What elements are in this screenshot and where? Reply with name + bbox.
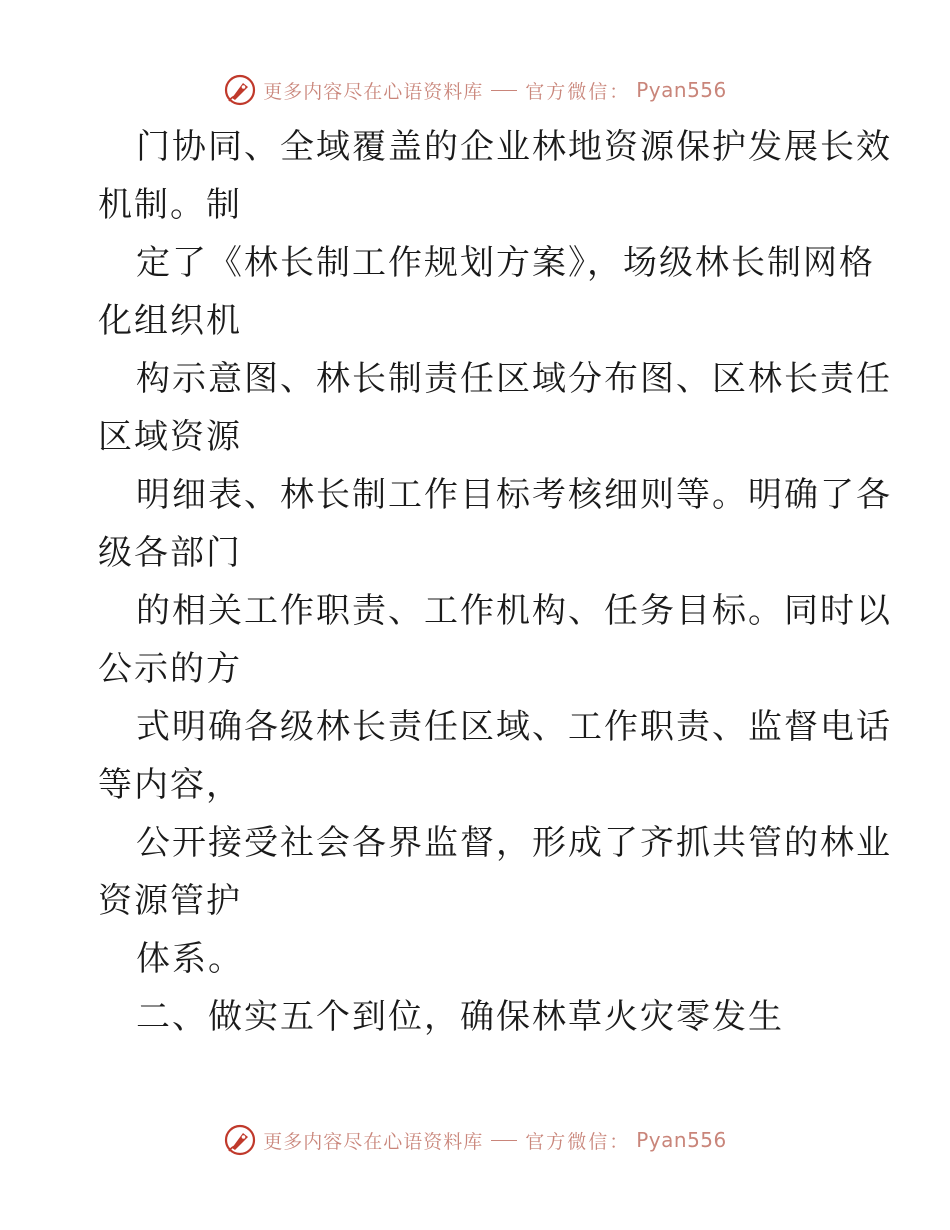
watermark-wechat-id: Pyan556 [636,78,727,102]
header-watermark [0,70,950,110]
paragraph-line: 化组织机 [98,301,242,341]
paragraph-line: 式明确各级林长责任区域、工作职责、监督电话 [136,707,892,747]
paragraph-line: 资源管护 [98,881,242,921]
watermark-brand-text: 更多内容尽在心语资料库 [263,80,484,103]
watermark-wechat-id: Pyan556 [636,1128,727,1152]
paragraph-line: 定了《林长制工作规划方案》，场级林长制网格 [136,243,875,283]
footer-watermark [0,1120,950,1160]
watermark-dash [491,1140,517,1141]
paragraph-line: 区域资源 [98,417,242,457]
pen-nib-logo-icon [223,1123,257,1157]
paragraph-line: 等内容， [98,765,242,805]
paragraph-line: 明细表、林长制工作目标考核细则等。明确了各 [136,475,892,515]
document-body [98,118,892,1046]
watermark-brand-text: 更多内容尽在心语资料库 [263,1130,484,1153]
paragraph-line: 门协同、全域覆盖的企业林地资源保护发展长效 [136,127,892,167]
paragraph-line: 体系。 [136,939,244,979]
watermark-wechat-label: 官方微信： [525,80,631,103]
paragraph-line: 公开接受社会各界监督，形成了齐抓共管的林业 [136,823,892,863]
watermark-dash [491,90,517,91]
paragraph-line: 机制。制 [98,185,242,225]
paragraph-line: 构示意图、林长制责任区域分布图、区林长责任 [136,359,892,399]
watermark-wechat-label: 官方微信： [525,1130,631,1153]
paragraph-line: 公示的方 [98,649,242,689]
paragraph-line: 的相关工作职责、工作机构、任务目标。同时以 [136,591,892,631]
pen-nib-logo-icon [223,73,257,107]
section-heading: 二、做实五个到位，确保林草火灾零发生 [136,997,784,1037]
paragraph-line: 级各部门 [98,533,242,573]
